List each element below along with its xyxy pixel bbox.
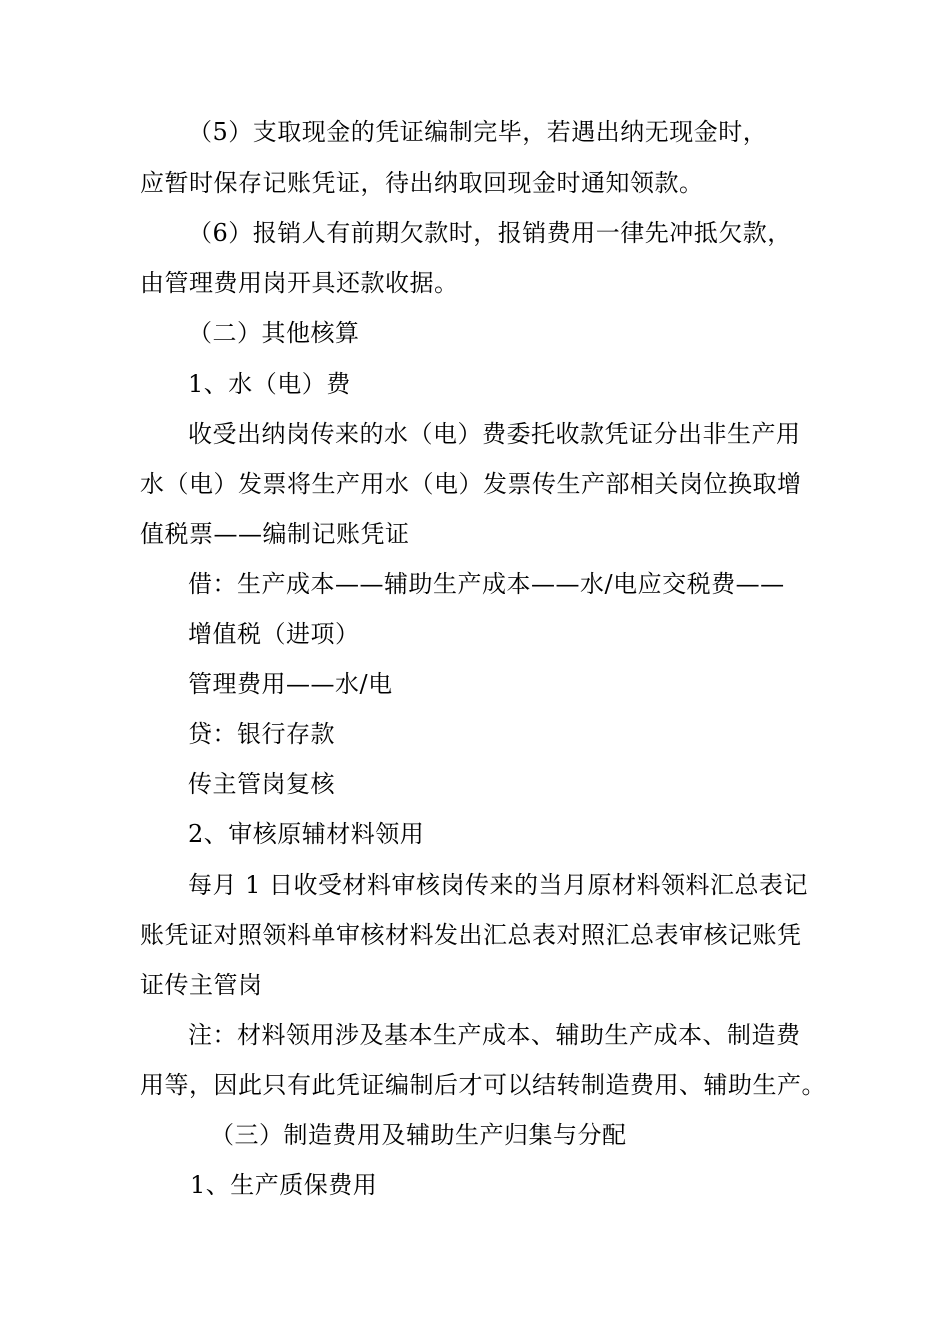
paragraph-line: 贷：银行存款 — [188, 720, 335, 748]
paragraph-line: 借：生产成本——辅助生产成本——水/电应交税费—— — [188, 570, 785, 598]
paragraph-line: 管理费用——水/电 — [188, 670, 393, 698]
paragraph-line: （5）支取现金的凭证编制完毕，若遇出纳无现金时， — [188, 118, 768, 146]
paragraph-line: 注：材料领用涉及基本生产成本、辅助生产成本、制造费 — [188, 1021, 801, 1049]
paragraph-line: 用等，因此只有此凭证编制后才可以结转制造费用、辅助生产。 — [140, 1071, 826, 1099]
paragraph-line: 值税票——编制记账凭证 — [140, 520, 410, 548]
section-heading: （三）制造费用及辅助生产归集与分配 — [210, 1121, 627, 1149]
paragraph-line: 水（电）发票将生产用水（电）发票传生产部相关岗位换取增 — [140, 470, 802, 498]
paragraph-line: 由管理费用岗开具还款收据。 — [140, 269, 459, 297]
subsection-heading: 2、审核原辅材料领用 — [188, 820, 425, 848]
paragraph-line: 每月 1 日收受材料审核岗传来的当月原材料领料汇总表记 — [188, 871, 809, 899]
paragraph-line: 传主管岗复核 — [188, 770, 335, 798]
paragraph-line: 账凭证对照领料单审核材料发出汇总表对照汇总表审核记账凭 — [140, 921, 802, 949]
paragraph-line: 增值税（进项） — [188, 620, 360, 648]
section-heading: （二）其他核算 — [188, 319, 360, 347]
subsection-heading: 1、生产质保费用 — [190, 1171, 378, 1199]
paragraph-line: 应暂时保存记账凭证，待出纳取回现金时通知领款。 — [140, 169, 704, 197]
paragraph-line: 证传主管岗 — [140, 971, 263, 999]
paragraph-line: 收受出纳岗传来的水（电）费委托收款凭证分出非生产用 — [188, 420, 801, 448]
subsection-heading: 1、水（电）费 — [188, 370, 351, 398]
paragraph-line: （6）报销人有前期欠款时，报销费用一律先冲抵欠款， — [188, 219, 792, 247]
